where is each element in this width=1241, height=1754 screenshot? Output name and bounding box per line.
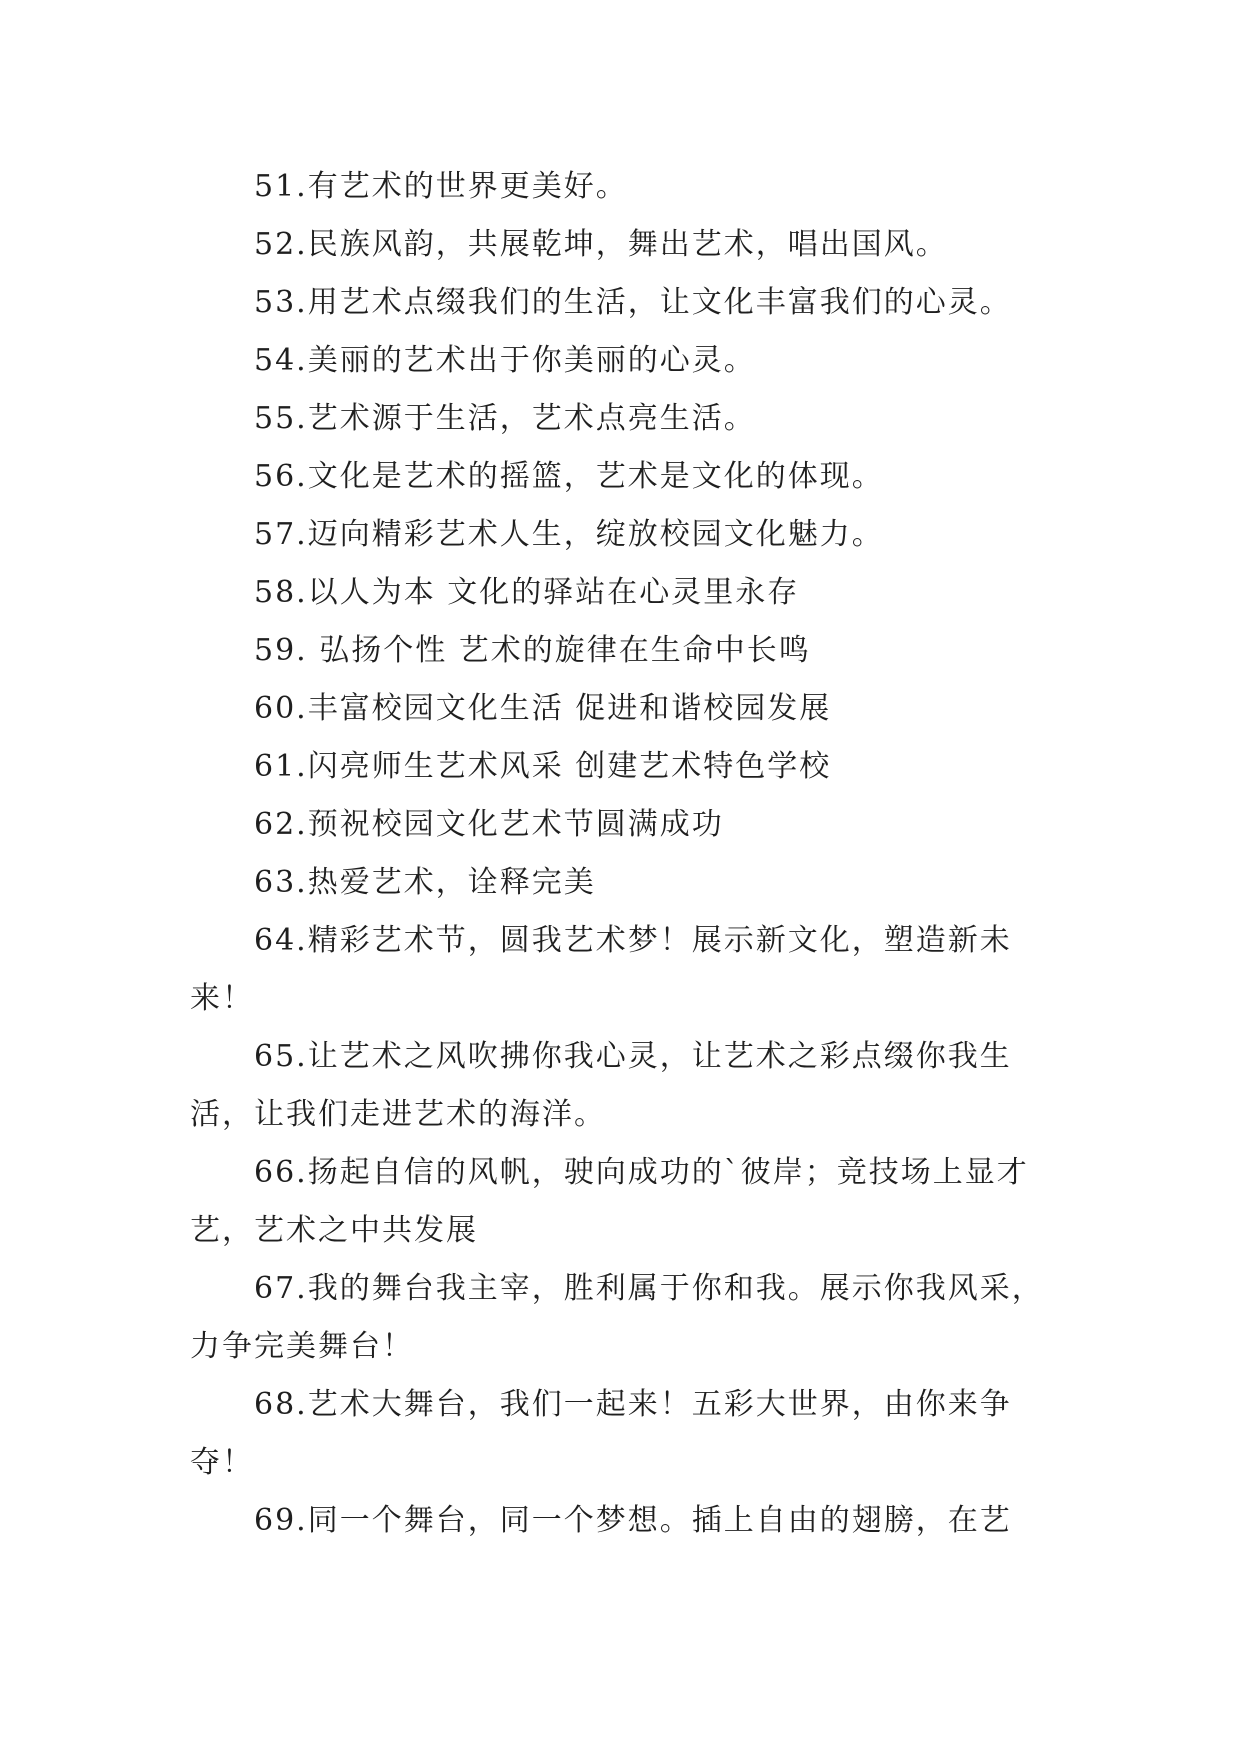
slogan-item: 51.有艺术的世界更美好。 — [254, 169, 628, 204]
slogan-item: 57.迈向精彩艺术人生，绽放校园文化魅力。 — [254, 517, 884, 552]
slogan-list — [190, 158, 1060, 1550]
slogan-item: 55.艺术源于生活，艺术点亮生活。 — [254, 401, 756, 436]
slogan-item: 62.预祝校园文化艺术节圆满成功 — [254, 807, 724, 842]
slogan-item: 60.丰富校园文化生活 促进和谐校园发展 — [254, 691, 832, 726]
slogan-item: 56.文化是艺术的摇篮，艺术是文化的体现。 — [254, 459, 884, 494]
slogan-item: 64.精彩艺术节，圆我艺术梦！展示新文化，塑造新未来！ — [190, 923, 1012, 1016]
slogan-item: 53.用艺术点缀我们的生活，让文化丰富我们的心灵。 — [254, 285, 1012, 320]
slogan-item: 58.以人为本 文化的驿站在心灵里永存 — [254, 575, 800, 610]
slogan-item: 63.热爱艺术，诠释完美 — [254, 865, 596, 900]
slogan-item: 52.民族风韵，共展乾坤，舞出艺术，唱出国风。 — [254, 227, 948, 262]
slogan-item: 65.让艺术之风吹拂你我心灵，让艺术之彩点缀你我生活，让我们走进艺术的海洋。 — [190, 1039, 1012, 1132]
slogan-item: 54.美丽的艺术出于你美丽的心灵。 — [254, 343, 756, 378]
slogan-item: 68.艺术大舞台，我们一起来！五彩大世界，由你来争夺！ — [190, 1387, 1012, 1480]
slogan-item: 67.我的舞台我主宰，胜利属于你和我。展示你我风采，力争完美舞台！ — [190, 1271, 1044, 1364]
slogan-item: 61.闪亮师生艺术风采 创建艺术特色学校 — [254, 749, 832, 784]
slogan-item: 66.扬起自信的风帆，驶向成功的`彼岸；竞技场上显才艺，艺术之中共发展 — [190, 1155, 1029, 1248]
slogan-item: 69.同一个舞台，同一个梦想。插上自由的翅膀，在艺 — [254, 1503, 1012, 1538]
slogan-item: 59. 弘扬个性 艺术的旋律在生命中长鸣 — [254, 633, 811, 668]
